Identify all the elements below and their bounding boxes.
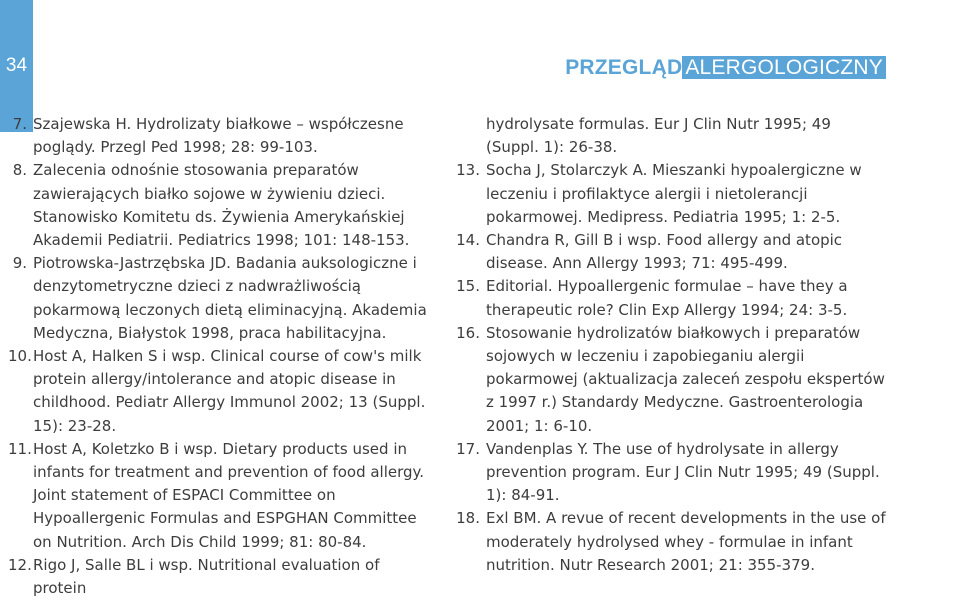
reference-text: Szajewska H. Hydrolizaty białkowe – współczesne poglądy. Przegl Ped 1998; 28: 99-103. (33, 115, 404, 157)
reference-number: 12. (8, 555, 32, 574)
reference-number: 15. (456, 277, 480, 296)
reference-text: hydrolysate formulas. Eur J Clin Nutr 1995; 49 (Suppl. 1): 26-38. (486, 115, 831, 157)
reference-item (456, 229, 888, 275)
reference-number: 9. (12, 254, 27, 273)
reference-number: 10. (8, 347, 32, 366)
reference-item (8, 438, 436, 554)
reference-text: Exl BM. A revue of recent developments in the use of moderately hydrolysed whey - formulae in infant nutrition. Nutr Research 2001; 21: 355-379. (486, 509, 886, 574)
journal-header (565, 56, 886, 80)
reference-text: Host A, Koletzko B i wsp. Dietary products used in infants for treatment and prevention of food allergy. Joint statement of ESPACI Committee on Hypoallergenic Formulas and ESPGHAN Committee on Nutrition. Arch Dis Child 1999; 81: 80-84. (33, 439, 425, 551)
references-left-column (8, 113, 436, 600)
reference-item (456, 438, 888, 508)
reference-item (456, 159, 888, 229)
reference-continuation (456, 113, 888, 159)
reference-item (8, 345, 436, 438)
reference-text: Chandra R, Gill B i wsp. Food allergy and atopic disease. Ann Allergy 1993; 71: 495-499. (486, 231, 843, 273)
reference-number: 7. (12, 115, 27, 133)
reference-number: 11. (8, 439, 32, 458)
reference-number: 17. (456, 439, 480, 458)
reference-number: 14. (456, 231, 480, 250)
journal-title-part1: PRZEGLĄD (565, 56, 683, 79)
reference-number: 8. (12, 161, 27, 180)
reference-item (8, 113, 436, 159)
reference-item (8, 554, 436, 600)
reference-item (8, 159, 436, 252)
reference-text: Stosowanie hydrolizatów białkowych i preparatów sojowych w leczeniu i zapobieganiu alergii pokarmowej (aktualizacja zaleceń zespołu ekspertów z 1997 r.) Standardy Medyczne. Gastroenterologia 2001; 1: 6-10. (486, 323, 885, 435)
reference-number: 18. (456, 509, 480, 528)
reference-text: Rigo J, Salle BL i wsp. Nutritional evaluation of protein (33, 555, 380, 598)
references-right-column (456, 113, 888, 577)
reference-number: 16. (456, 323, 480, 342)
reference-text: Piotrowska-Jastrzębska JD. Badania auksologiczne i denzytometryczne dzieci z nadwrażliwością pokarmową leczonych dietą eliminacyjną. Akademia Medyczna, Białystok 1998, praca habilitacyjna. (33, 254, 427, 342)
reference-item (456, 275, 888, 321)
reference-text: Vandenplas Y. The use of hydrolysate in allergy prevention program. Eur J Clin Nutr 1995; 49 (Suppl. 1): 84-91. (486, 439, 880, 505)
page-number-text: 34 (5, 55, 28, 76)
reference-text: Zalecenia odnośnie stosowania preparatów zawierających białko sojowe w żywieniu dzieci. Stanowisko Komitetu ds. Żywienia Amerykańskiej Akademii Pediatrii. Pediatrics 1998; 101: 148-153. (33, 161, 410, 250)
journal-title-part2: ALERGOLOGICZNY (682, 56, 886, 79)
reference-text: Host A, Halken S i wsp. Clinical course of cow's milk protein allergy/intolerance and atopic disease in childhood. Pediatr Allergy Immunol 2002; 13 (Suppl. 15): 23-28. (33, 347, 426, 435)
reference-text: Editorial. Hypoallergenic formulae – have they a therapeutic role? Clin Exp Allergy 1994; 24: 3-5. (486, 277, 848, 319)
reference-item (8, 252, 436, 345)
reference-text: Socha J, Stolarczyk A. Mieszanki hypoalergiczne w leczeniu i profilaktyce alergii i nietolerancji pokarmowej. Medipress. Pediatria 1995; 1: 2-5. (486, 161, 862, 226)
reference-item (456, 322, 888, 438)
reference-number-spacer (456, 113, 486, 159)
reference-number: 13. (456, 161, 480, 180)
reference-item (456, 507, 888, 577)
